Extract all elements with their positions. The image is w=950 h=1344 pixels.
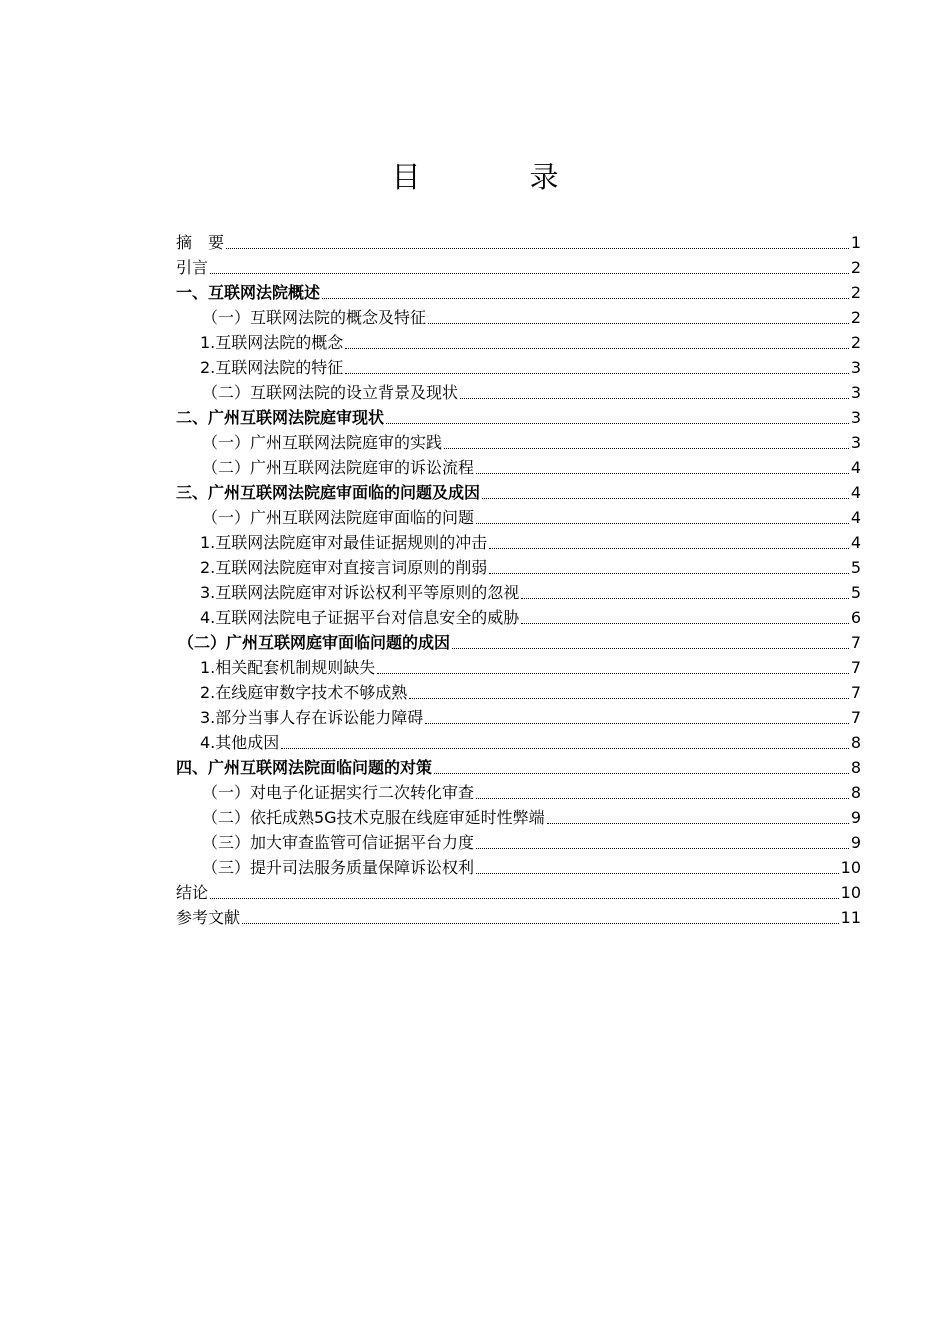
dot-leader [460, 383, 849, 403]
toc-page-number: 7 [850, 683, 861, 702]
toc-page-number: 4 [850, 508, 861, 527]
toc-entry-text: （二）广州互联网庭审面临问题的成因 [178, 633, 451, 652]
toc-entry-text: （三）加大审查监管可信证据平台力度 [202, 833, 475, 852]
toc-entry[interactable] [176, 653, 861, 678]
dot-leader [226, 233, 849, 253]
toc-entry-text: 1.互联网法院庭审对最佳证据规则的冲击 [200, 533, 488, 552]
dot-leader [476, 833, 849, 853]
toc-entry-text: （三）提升司法服务质量保障诉讼权利 [202, 858, 475, 877]
toc-entry-text: 2.在线庭审数字技术不够成熟 [200, 683, 408, 702]
toc-entry-text: 参考文献 [176, 908, 241, 927]
toc-page-number: 2 [850, 333, 861, 352]
toc-entry-text: 4.其他成因 [200, 733, 280, 752]
toc-page-number: 3 [850, 358, 861, 377]
toc-page-number: 5 [850, 558, 861, 577]
toc-page-number: 2 [850, 308, 861, 327]
toc-page-number: 7 [850, 658, 861, 677]
toc-entry-text: （二）广州互联网法院庭审的诉讼流程 [202, 458, 475, 477]
toc-entry-text: 2.互联网法院庭审对直接言词原则的削弱 [200, 558, 488, 577]
toc-page-number: 3 [850, 433, 861, 452]
toc-page-number: 8 [850, 783, 861, 802]
dot-leader [482, 483, 849, 503]
dot-leader [386, 408, 849, 428]
toc-entry[interactable] [176, 753, 861, 778]
toc-page-number: 7 [850, 708, 861, 727]
dot-leader [281, 733, 849, 753]
toc-entry[interactable] [176, 328, 861, 353]
toc-entry[interactable] [176, 253, 861, 278]
toc-entry-text: 四、广州互联网法院面临问题的对策 [176, 758, 433, 777]
toc-page-number: 1 [850, 233, 861, 252]
toc-page-number: 4 [850, 533, 861, 552]
toc-entry-text: 4.互联网法院电子证据平台对信息安全的威胁 [200, 608, 520, 627]
toc-entry[interactable] [176, 428, 861, 453]
toc-page-number: 9 [850, 808, 861, 827]
toc-page-number: 3 [850, 383, 861, 402]
dot-leader [242, 908, 839, 928]
toc-entry-text: 二、广州互联网法院庭审现状 [176, 408, 385, 427]
toc-title: 目 录 [391, 160, 599, 194]
dot-leader [476, 508, 849, 528]
dot-leader [322, 283, 849, 303]
toc-page-number: 11 [840, 908, 861, 927]
dot-leader [547, 808, 849, 828]
toc-page-number: 4 [850, 483, 861, 502]
toc-page-number: 10 [840, 858, 861, 877]
toc-entry[interactable] [176, 778, 861, 803]
toc-entry-text: （二）依托成熟5G技术克服在线庭审延时性弊端 [202, 808, 545, 827]
toc-entry-text: 2.互联网法院的特征 [200, 358, 344, 377]
toc-entry-text: （一）互联网法院的概念及特征 [202, 308, 427, 327]
toc-entry-text: 三、广州互联网法院庭审面临的问题及成因 [176, 483, 481, 502]
toc-page-number: 10 [840, 883, 861, 902]
dot-leader [521, 583, 849, 603]
toc-entry-text: 3.部分当事人存在诉讼能力障碍 [200, 708, 424, 727]
toc-entry-text: （一）对电子化证据实行二次转化审查 [202, 783, 475, 802]
toc-entry[interactable] [176, 853, 861, 878]
toc-entry-text: 结论 [176, 883, 209, 902]
toc-entry-text: 摘 要 [176, 233, 225, 252]
toc-entry-text: 1.互联网法院的概念 [200, 333, 344, 352]
dot-leader [444, 433, 849, 453]
toc-entry[interactable] [176, 728, 861, 753]
toc-entry[interactable] [176, 553, 861, 578]
dot-leader [476, 858, 839, 878]
toc-entry[interactable] [176, 678, 861, 703]
toc-page-number: 6 [850, 608, 861, 627]
toc-entry[interactable] [176, 628, 861, 653]
dot-leader [345, 358, 849, 378]
dot-leader [425, 708, 849, 728]
toc-page-number: 3 [850, 408, 861, 427]
toc-entry[interactable] [176, 903, 861, 928]
toc-entry[interactable] [176, 353, 861, 378]
toc-entry-text: 引言 [176, 258, 209, 277]
dot-leader [434, 758, 849, 778]
toc-entry[interactable] [176, 878, 861, 903]
dot-leader [210, 258, 849, 278]
toc-page-number: 8 [850, 733, 861, 752]
dot-leader [521, 608, 849, 628]
toc-entry[interactable] [176, 828, 861, 853]
dot-leader [210, 883, 839, 903]
dot-leader [476, 783, 849, 803]
dot-leader [409, 683, 849, 703]
toc-entry-text: 一、互联网法院概述 [176, 283, 321, 302]
toc-entry-text: （二）互联网法院的设立背景及现状 [202, 383, 459, 402]
table-of-contents [176, 228, 861, 928]
toc-entry[interactable] [176, 378, 861, 403]
toc-entry[interactable] [176, 503, 861, 528]
toc-entry[interactable] [176, 603, 861, 628]
toc-entry[interactable] [176, 703, 861, 728]
toc-entry-text: 1.相关配套机制规则缺失 [200, 658, 376, 677]
toc-page-number: 2 [850, 258, 861, 277]
toc-entry-text: 3.互联网法院庭审对诉讼权利平等原则的忽视 [200, 583, 520, 602]
toc-page-number: 8 [850, 758, 861, 777]
dot-leader [489, 533, 849, 553]
dot-leader [476, 458, 849, 478]
toc-entry[interactable] [176, 403, 861, 428]
dot-leader [489, 558, 849, 578]
toc-page-number: 9 [850, 833, 861, 852]
toc-entry[interactable] [176, 453, 861, 478]
toc-page-number: 2 [850, 283, 861, 302]
toc-page-number: 7 [850, 633, 861, 652]
dot-leader [345, 333, 849, 353]
toc-entry-text: （一）广州互联网法院庭审的实践 [202, 433, 443, 452]
dot-leader [452, 633, 849, 653]
toc-entry[interactable] [176, 803, 861, 828]
toc-page-number: 4 [850, 458, 861, 477]
toc-page-number: 5 [850, 583, 861, 602]
toc-entry[interactable] [176, 528, 861, 553]
dot-leader [377, 658, 849, 678]
toc-entry[interactable] [176, 278, 861, 303]
dot-leader [428, 308, 849, 328]
toc-entry[interactable] [176, 228, 861, 253]
toc-entry[interactable] [176, 478, 861, 503]
toc-entry[interactable] [176, 578, 861, 603]
toc-entry[interactable] [176, 303, 861, 328]
toc-entry-text: （一）广州互联网法院庭审面临的问题 [202, 508, 475, 527]
